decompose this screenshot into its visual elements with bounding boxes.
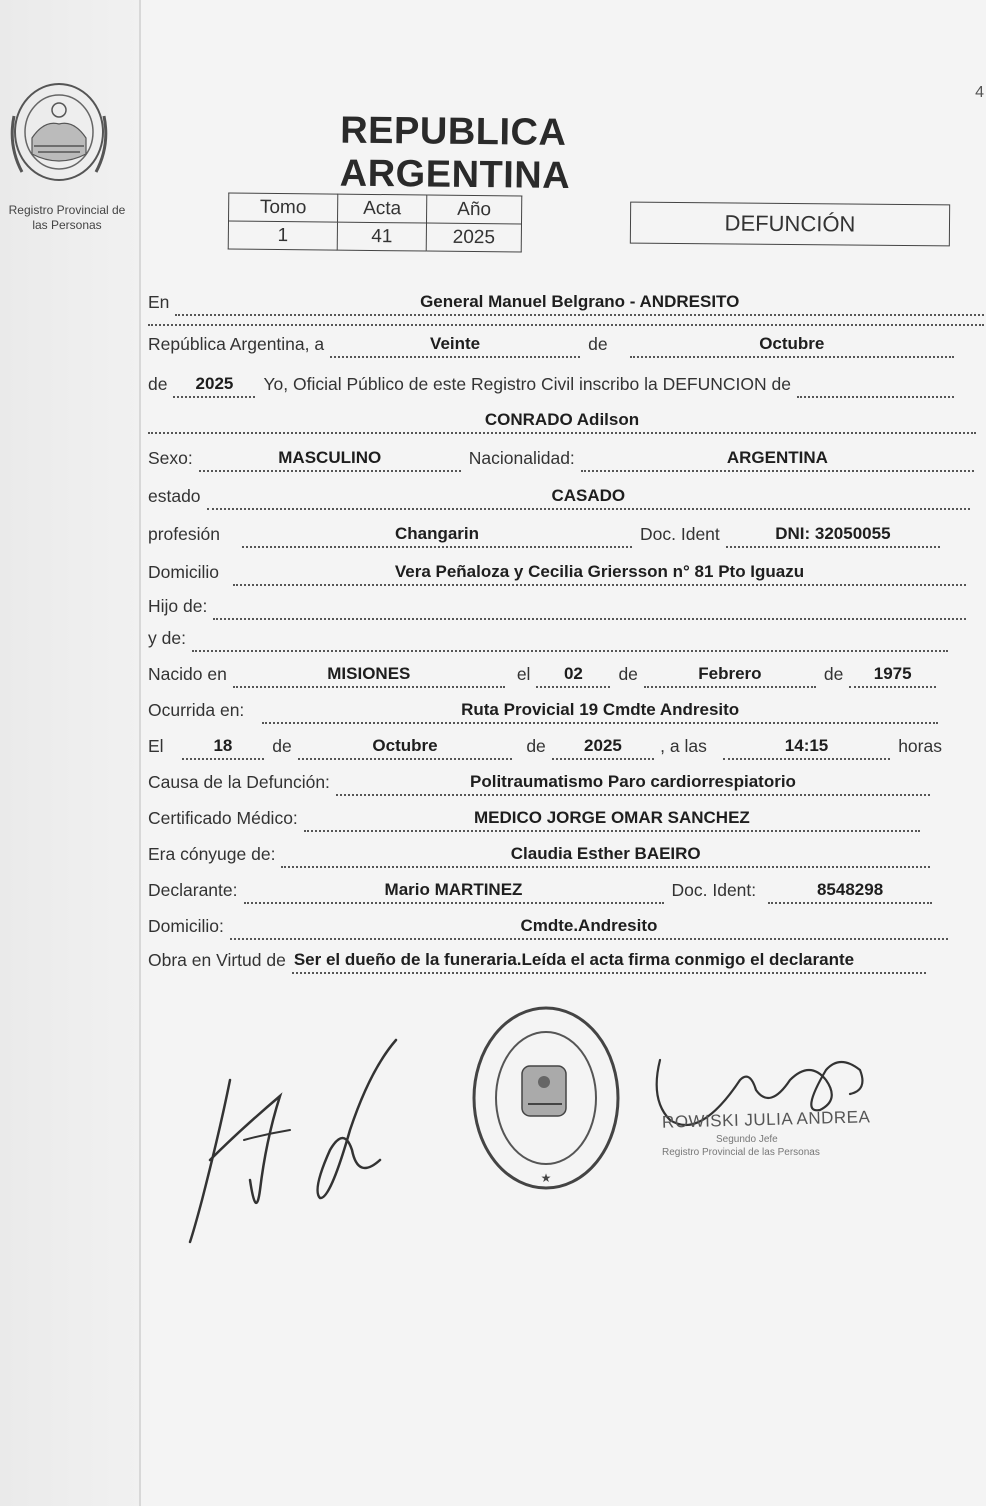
nacido-label: Nacido en [148, 664, 227, 684]
row-declarant-address [148, 912, 948, 940]
doc-label: Doc. Ident [640, 524, 720, 544]
row-profession-doc [148, 520, 940, 548]
yde-field [192, 628, 948, 652]
el-cap-label: El [148, 736, 164, 756]
domicilio2-field: Cmdte.Andresito [230, 916, 948, 940]
row-reason [148, 946, 926, 974]
hijo-field [213, 596, 966, 620]
table-header-row [229, 193, 522, 224]
republica-label: República Argentina, a [148, 334, 325, 354]
row-marital-status [148, 482, 970, 510]
muerte-hora-field: 14:15 [723, 736, 890, 760]
en-label: En [148, 292, 170, 312]
page-number: 4 [975, 84, 984, 101]
row-father [148, 592, 966, 620]
ocurrida-label: Ocurrida en: [148, 700, 245, 720]
row-spouse [148, 840, 930, 868]
row-declarant [148, 876, 932, 904]
de-label: de [588, 334, 608, 354]
conyuge-field: Claudia Esther BAEIRO [281, 844, 930, 868]
domicilio-field: Vera Peñaloza y Cecilia Griersson n° 81 Pto Iguazu [233, 562, 966, 586]
profesion-field: Changarin [242, 524, 632, 548]
yde-label: y de: [148, 628, 186, 648]
doc2-label: Doc. Ident: [671, 880, 757, 900]
profesion-label: profesión [148, 524, 220, 544]
place-underline [148, 300, 984, 326]
row-address [148, 558, 966, 586]
svg-text:★: ★ [540, 1171, 552, 1185]
nacido-dia-field: 02 [536, 664, 610, 688]
estado-label: estado [148, 486, 201, 506]
header-anio: Año [426, 195, 521, 224]
header-acta: Acta [338, 194, 427, 223]
muerte-dia-field: 18 [182, 736, 265, 760]
province-emblem-icon [4, 76, 114, 188]
declarante-label: Declarante: [148, 880, 238, 900]
doc2-field: 8548298 [768, 880, 932, 904]
record-reference-table [228, 192, 523, 252]
deceased-name-field: CONRADO Adilson [148, 410, 976, 434]
row-sex-nationality [148, 444, 974, 472]
horas-label: horas [898, 736, 942, 756]
hijo-label: Hijo de: [148, 596, 208, 616]
declaration-trailing-field [797, 374, 954, 398]
value-anio: 2025 [426, 223, 521, 252]
page-title: REPUBLICA ARGENTINA [339, 109, 571, 198]
month-field: Octubre [630, 334, 954, 358]
row-occurred [148, 696, 938, 724]
year-prefix-label: de [148, 374, 168, 394]
year-field: 2025 [173, 374, 255, 398]
row-declaration [148, 370, 954, 398]
row-date [148, 330, 954, 358]
record-type-box: DEFUNCIÓN [630, 202, 950, 247]
de-label-4: de [272, 736, 292, 756]
certificado-label: Certificado Médico: [148, 808, 298, 828]
official-stamp-icon [466, 1000, 626, 1200]
alas-label: , a las [660, 736, 707, 756]
obra-label: Obra en Virtud de [148, 950, 286, 970]
row-certificate [148, 804, 920, 832]
muerte-anio-field: 2025 [552, 736, 654, 760]
official-office: Registro Provincial de las Personas [662, 1147, 820, 1158]
table-value-row [228, 221, 521, 252]
sexo-label: Sexo: [148, 448, 193, 468]
declaration-text: Yo, Oficial Público de este Registro Civil inscribo la DEFUNCION de [263, 374, 791, 394]
official-role: Segundo Jefe [716, 1134, 778, 1145]
official-name: ROWISKI JULIA ANDREA [661, 1107, 871, 1132]
value-acta: 41 [337, 222, 426, 251]
row-deceased-name [148, 406, 976, 434]
registry-caption-line2: las Personas [32, 218, 102, 232]
de-label-2: de [618, 664, 638, 684]
obra-field: Ser el dueño de la funeraria.Leída el acta firma conmigo el declarante [292, 950, 926, 974]
page-fold [139, 0, 141, 1506]
doc-field: DNI: 32050055 [726, 524, 940, 548]
declarante-field: Mario MARTINEZ [244, 880, 664, 904]
nacido-mes-field: Febrero [644, 664, 816, 688]
domicilio-label: Domicilio [148, 562, 219, 582]
causa-field: Politraumatismo Paro cardiorrespiatorio [336, 772, 930, 796]
nacido-lugar-field: MISIONES [233, 664, 505, 688]
day-words-field: Veinte [330, 334, 580, 358]
estado-field: CASADO [207, 486, 970, 510]
nacionalidad-field: ARGENTINA [581, 448, 974, 472]
nacionalidad-label: Nacionalidad: [468, 448, 575, 468]
muerte-mes-field: Octubre [298, 736, 513, 760]
certificado-field: MEDICO JORGE OMAR SANCHEZ [304, 808, 920, 832]
registry-caption-line1: Registro Provincial de [8, 203, 126, 217]
nacido-anio-field: 1975 [849, 664, 936, 688]
de-label-5: de [526, 736, 546, 756]
row-cause [148, 768, 930, 796]
conyuge-label: Era cónyuge de: [148, 844, 276, 864]
header-tomo: Tomo [229, 193, 338, 222]
value-tomo: 1 [228, 221, 337, 250]
el-label: el [516, 664, 531, 684]
row-birth [148, 660, 936, 688]
row-death-date [148, 732, 948, 760]
sexo-field: MASCULINO [199, 448, 461, 472]
ocurrida-field: Ruta Provicial 19 Cmdte Andresito [262, 700, 938, 724]
de-label-3: de [823, 664, 844, 684]
declarant-signature-icon [180, 1030, 420, 1250]
causa-label: Causa de la Defunción: [148, 772, 330, 792]
registry-caption [0, 203, 134, 233]
place-field: General Manuel Belgrano - ANDRESITO [175, 292, 984, 316]
row-mother [148, 624, 948, 652]
domicilio2-label: Domicilio: [148, 916, 224, 936]
